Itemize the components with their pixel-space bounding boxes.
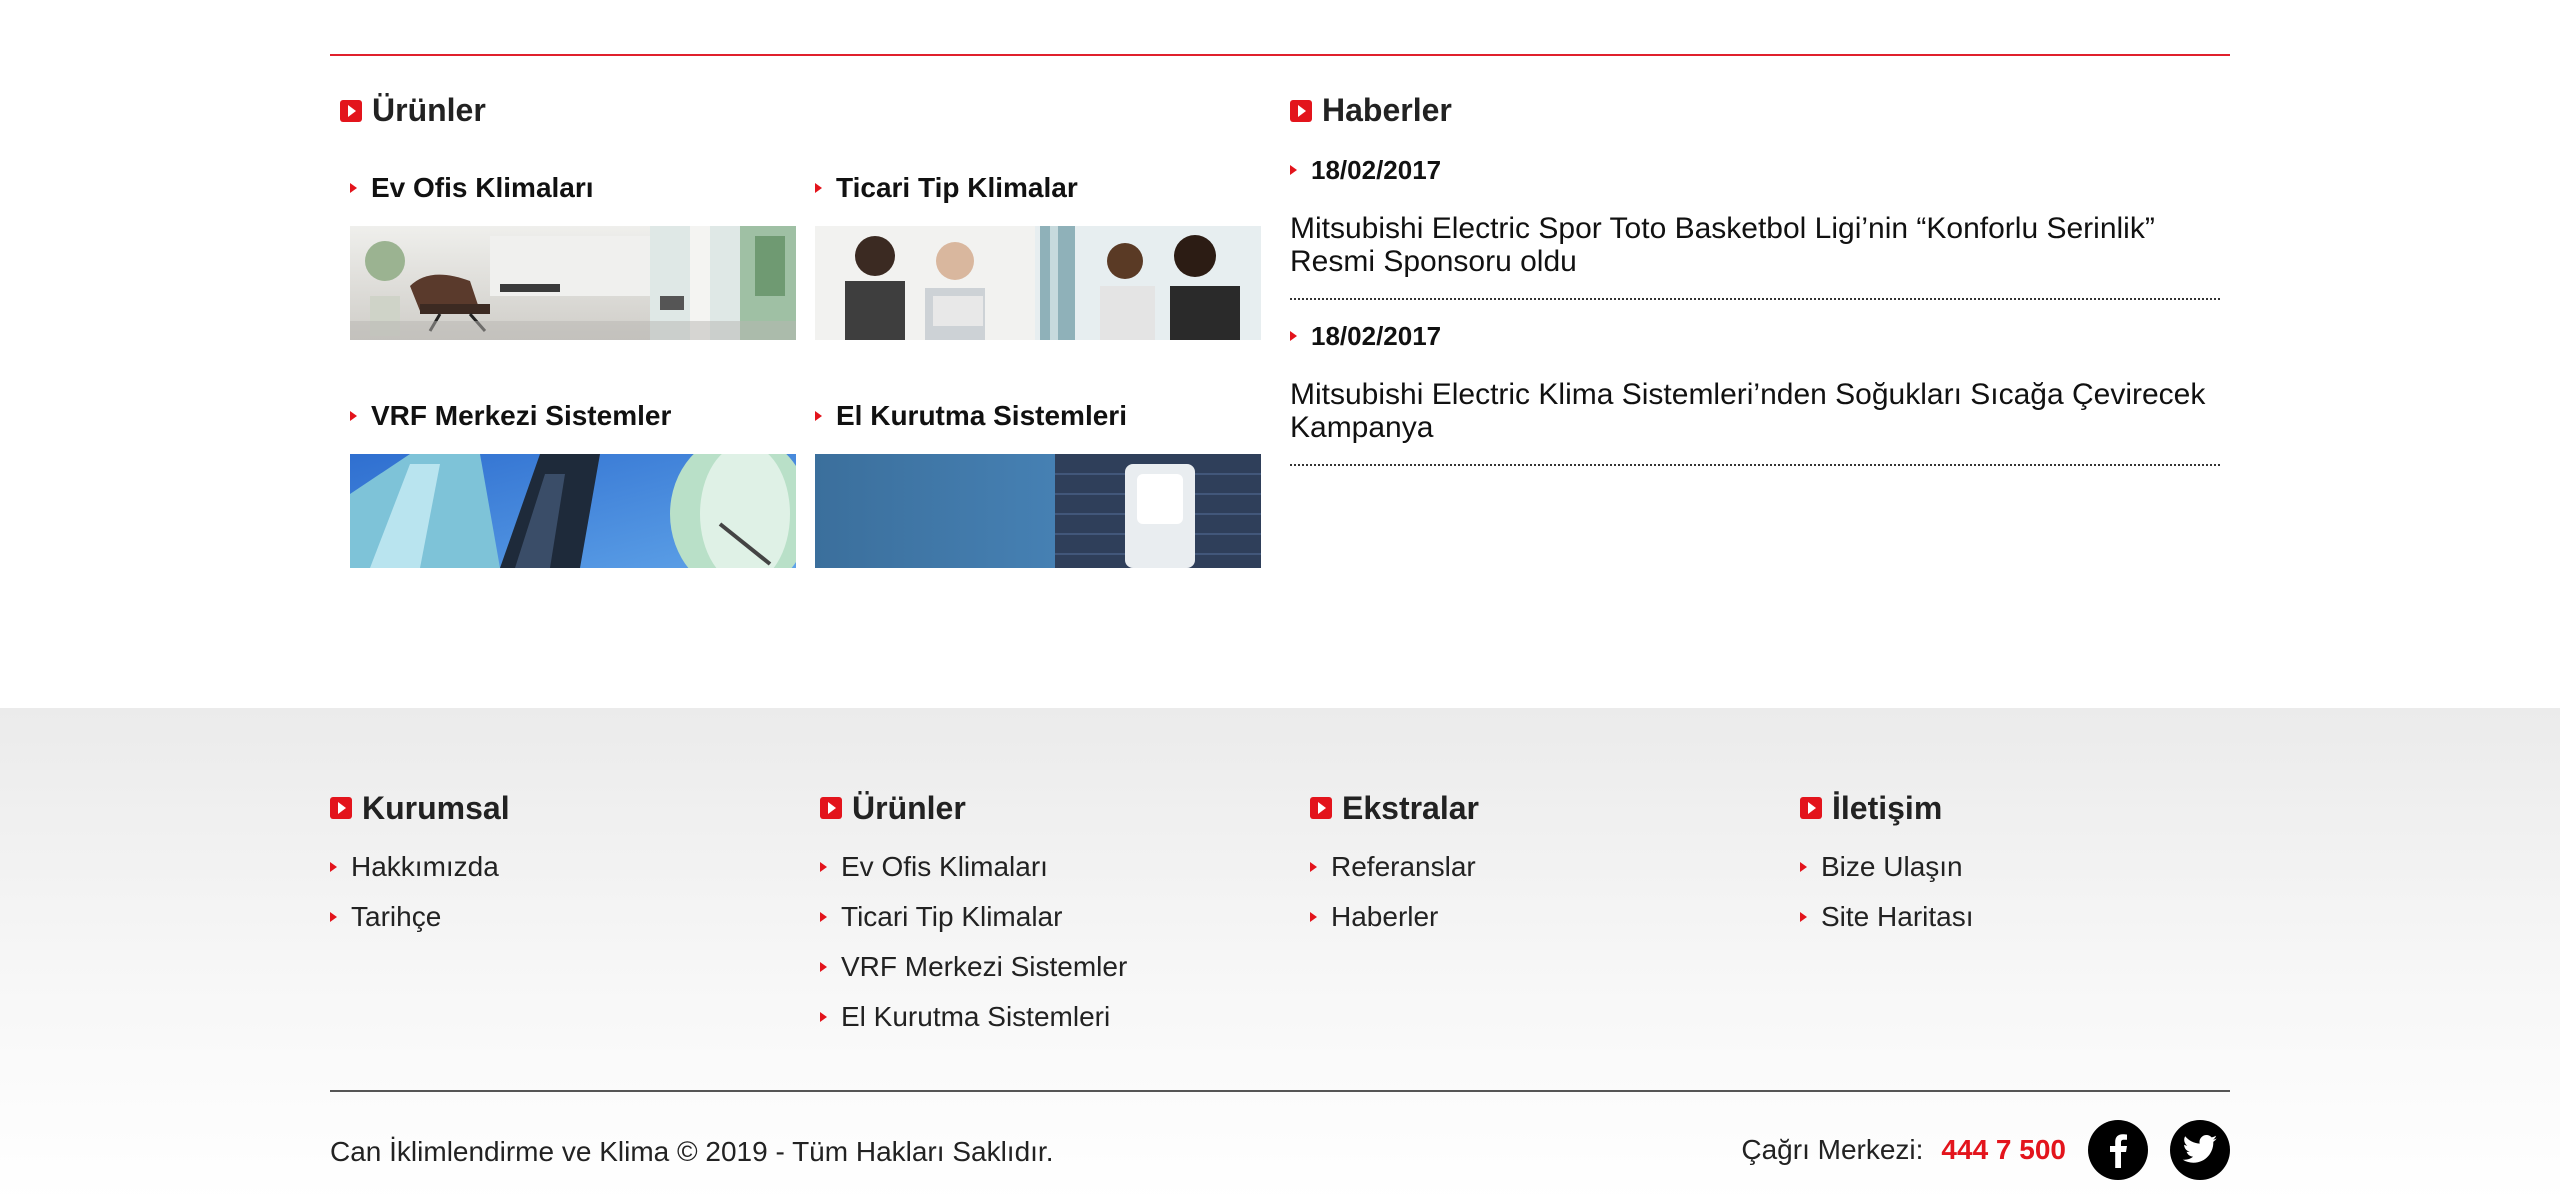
footer-heading: Ürünler xyxy=(852,789,966,826)
bullet-arrow-icon xyxy=(1310,862,1317,872)
footer-link-ev-ofis[interactable] xyxy=(820,842,1280,892)
footer-divider xyxy=(330,1090,2230,1092)
bullet-arrow-icon xyxy=(820,1012,827,1022)
footer-link-haberler[interactable] xyxy=(1310,892,1770,942)
news-title-link[interactable]: Mitsubishi Electric Spor Toto Basketbol Ligi’nin “Konforlu Serinlik” Resmi Sponsoru oldu xyxy=(1290,212,2155,278)
product-card-el-kurutma[interactable] xyxy=(815,396,1261,568)
footer-link-label[interactable]: Ev Ofis Klimaları xyxy=(841,851,1048,882)
news-heading xyxy=(1290,92,1452,129)
footer-link-ticari[interactable] xyxy=(820,892,1280,942)
footer-link-vrf[interactable] xyxy=(820,942,1280,992)
call-center xyxy=(1741,1120,2230,1180)
footer-link-referanslar[interactable] xyxy=(1310,842,1770,892)
footer-link-hakkimizda[interactable] xyxy=(330,842,790,892)
footer-col-urunler xyxy=(820,788,1280,1042)
news-item[interactable] xyxy=(1290,316,2220,466)
news-date: 18/02/2017 xyxy=(1311,154,1442,185)
footer-link-label[interactable]: El Kurutma Sistemleri xyxy=(841,1001,1111,1032)
product-card-label[interactable]: VRF Merkezi Sistemler xyxy=(371,400,672,431)
news-item[interactable] xyxy=(1290,150,2220,300)
phone-number-link[interactable]: 444 7 500 xyxy=(1941,1134,2066,1165)
bullet-arrow-icon xyxy=(330,912,337,922)
footer-heading: İletişim xyxy=(1832,789,1943,826)
footer-heading: Ekstralar xyxy=(1342,789,1479,826)
call-center-label: Çağrı Merkezi: xyxy=(1741,1134,1924,1165)
facebook-icon[interactable] xyxy=(2088,1120,2148,1180)
bullet-arrow-icon xyxy=(350,411,357,421)
play-square-icon xyxy=(1800,797,1822,819)
news-heading-label: Haberler xyxy=(1322,92,1452,128)
footer-link-label[interactable]: Haberler xyxy=(1331,901,1439,932)
footer-col-ekstralar xyxy=(1310,788,1770,942)
product-card-vrf[interactable] xyxy=(350,396,796,568)
footer-link-bize-ulasin[interactable] xyxy=(1800,842,2260,892)
footer-link-label[interactable]: Tarihçe xyxy=(351,901,442,932)
footer-link-label[interactable]: Ticari Tip Klimalar xyxy=(841,901,1063,932)
product-image-vrf[interactable] xyxy=(350,454,796,568)
play-square-icon xyxy=(340,100,362,122)
bullet-arrow-icon xyxy=(330,862,337,872)
product-card-label[interactable]: Ev Ofis Klimaları xyxy=(371,172,594,203)
twitter-icon[interactable] xyxy=(2170,1120,2230,1180)
footer-link-label[interactable]: Site Haritası xyxy=(1821,901,1974,932)
bullet-arrow-icon xyxy=(350,183,357,193)
footer-link-label[interactable]: Referanslar xyxy=(1331,851,1476,882)
bullet-arrow-icon xyxy=(1800,862,1807,872)
top-divider xyxy=(330,54,2230,56)
news-divider xyxy=(1290,298,2220,300)
bullet-arrow-icon xyxy=(1290,331,1297,341)
product-card-ticari[interactable] xyxy=(815,168,1261,340)
footer-link-el-kurutma[interactable] xyxy=(820,992,1280,1042)
bullet-arrow-icon xyxy=(815,183,822,193)
bullet-arrow-icon xyxy=(820,912,827,922)
play-square-icon xyxy=(1310,797,1332,819)
footer-link-label[interactable]: Hakkımızda xyxy=(351,851,499,882)
play-square-icon xyxy=(820,797,842,819)
footer-heading: Kurumsal xyxy=(362,789,510,826)
bullet-arrow-icon xyxy=(1290,165,1297,175)
products-heading xyxy=(340,92,486,129)
play-square-icon xyxy=(330,797,352,819)
news-date: 18/02/2017 xyxy=(1311,320,1442,351)
bullet-arrow-icon xyxy=(820,962,827,972)
copyright-text: Can İklimlendirme ve Klima © 2019 - Tüm Hakları Saklıdır. xyxy=(330,1136,1054,1167)
bullet-arrow-icon xyxy=(1800,912,1807,922)
footer-link-label[interactable]: Bize Ulaşın xyxy=(1821,851,1963,882)
product-card-label[interactable]: El Kurutma Sistemleri xyxy=(836,400,1127,431)
footer-link-tarihce[interactable] xyxy=(330,892,790,942)
news-divider xyxy=(1290,464,2220,466)
products-heading-label: Ürünler xyxy=(372,92,486,128)
product-image-ev-ofis[interactable] xyxy=(350,226,796,340)
footer-link-site-haritasi[interactable] xyxy=(1800,892,2260,942)
product-image-el-kurutma[interactable] xyxy=(815,454,1261,568)
bullet-arrow-icon xyxy=(1310,912,1317,922)
product-card-ev-ofis[interactable] xyxy=(350,168,796,340)
news-title-link[interactable]: Mitsubishi Electric Klima Sistemleri’nden Soğukları Sıcağa Çevirecek Kampanya xyxy=(1290,378,2206,444)
bullet-arrow-icon xyxy=(815,411,822,421)
footer xyxy=(0,708,2560,1202)
footer-link-label[interactable]: VRF Merkezi Sistemler xyxy=(841,951,1128,982)
footer-col-kurumsal xyxy=(330,788,790,942)
play-square-icon xyxy=(1290,100,1312,122)
product-card-label[interactable]: Ticari Tip Klimalar xyxy=(836,172,1078,203)
bullet-arrow-icon xyxy=(820,862,827,872)
product-image-ticari[interactable] xyxy=(815,226,1261,340)
footer-col-iletisim xyxy=(1800,788,2260,942)
